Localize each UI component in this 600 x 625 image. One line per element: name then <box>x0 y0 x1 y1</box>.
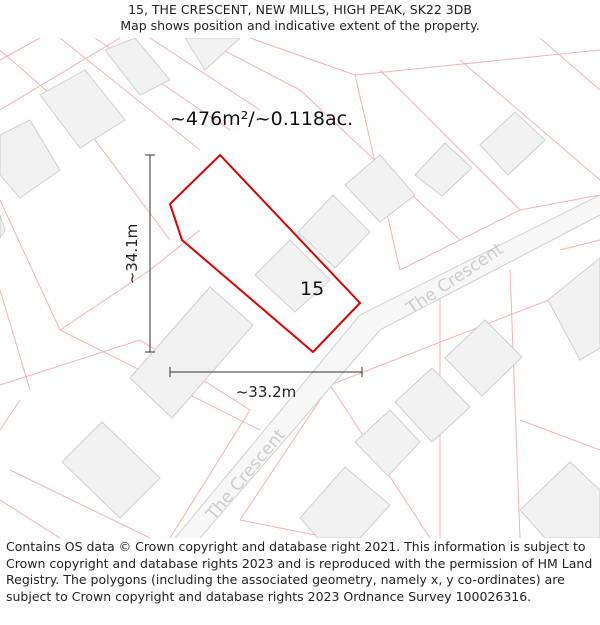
house-number-label: 15 <box>300 278 325 300</box>
width-dimension-label: ~33.2m <box>235 383 297 401</box>
height-measurement <box>145 155 155 352</box>
street-label-lower: The Crescent <box>202 425 290 525</box>
street-label-upper: The Crescent <box>403 239 508 319</box>
copyright-notice: Contains OS data © Crown copyright and database right 2021. This information is subject to Crown copyright and database rights 2023 and is reproduced with the permission of HM Land Registry. The polygons (including the associated geometry, namely x, y co-ordinates) are subject to Crown copyright and database rights 2023 Ordnance Survey 100026316. <box>6 539 593 604</box>
area-label: ~476m²/~0.118ac. <box>170 108 354 130</box>
map-header <box>0 0 600 40</box>
property-address-title: 15, THE CRESCENT, NEW MILLS, HIGH PEAK, SK22 3DB <box>128 2 472 17</box>
map-subtitle: Map shows position and indicative extent of the property. <box>120 18 480 33</box>
height-dimension-label: ~34.1m <box>123 223 141 285</box>
property-map[interactable] <box>0 38 600 538</box>
